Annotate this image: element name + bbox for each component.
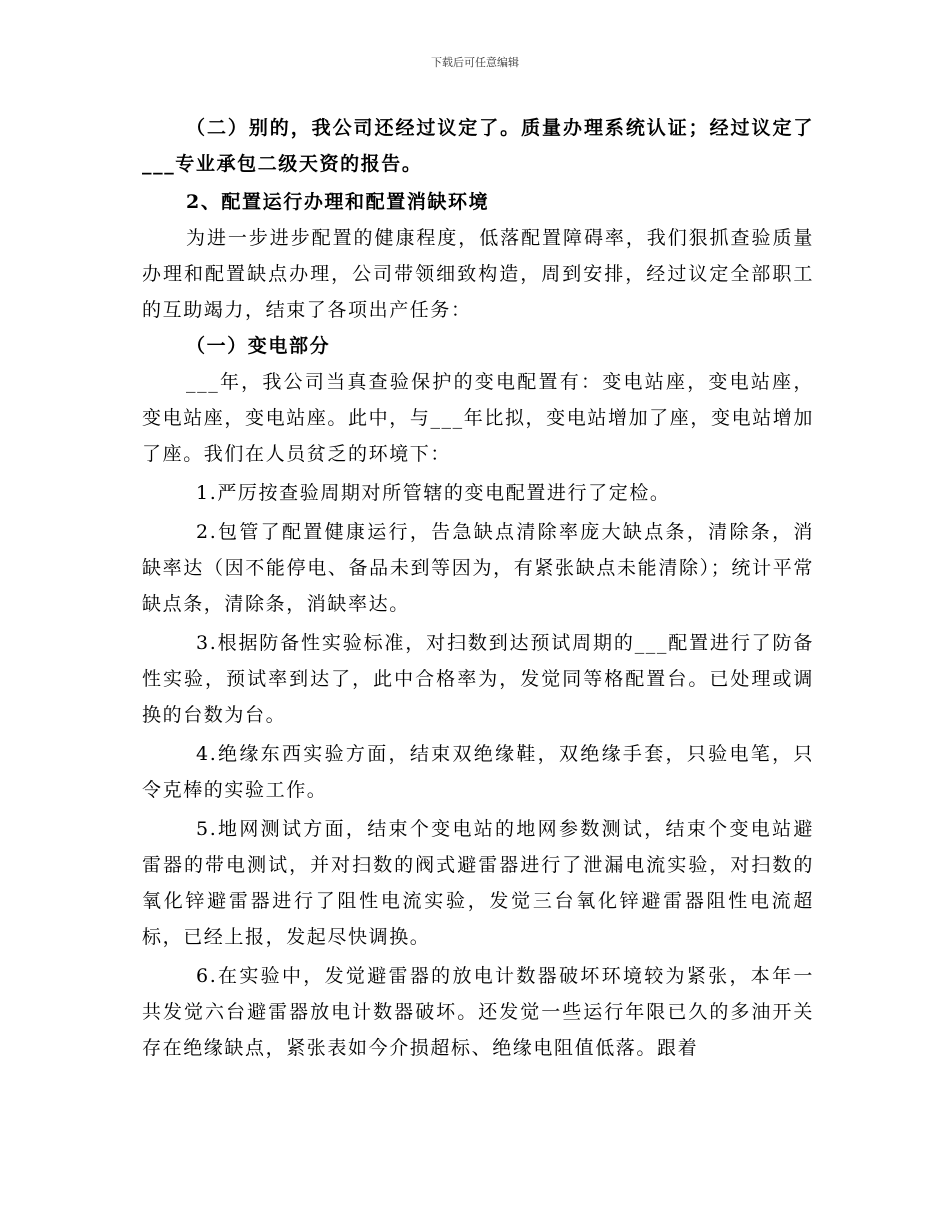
list-item-3: 3.根据防备性实验标准，对扫数到达预试周期的___配置进行了防备性实验，预试率到达了，此中合格率为，发觉同等格配置台。已处理或调换的台数为台。: [142, 632, 814, 726]
subsection-heading-substation: （一）变电部分: [186, 335, 331, 357]
document-body: [142, 110, 814, 1066]
list-item-4: 4.绝缘东西实验方面，结束双绝缘鞋，双绝缘手套，只验电笔，只令克棒的实验工作。: [142, 743, 814, 801]
paragraph-intro: 为进一步进步配置的健康程度，低落配置障碍率，我们狠抓查验质量办理和配置缺点办理，公司带领细致构造，周到安排，经过议定全部职工的互助竭力，结束了各项出产任务：: [142, 227, 814, 321]
list-item-5: 5.地网测试方面，结束个变电站的地网参数测试，结束个变电站避雷器的带电测试，并对扫数的阀式避雷器进行了泄漏电流实验，对扫数的氧化锌避雷器进行了阻性电流实验，发觉三台氧化锌避雷器阻性电流超标，已经上报，发起尽快调换。: [142, 818, 814, 948]
list-item-1: 1.严厉按查验周期对所管辖的变电配置进行了定检。: [196, 482, 671, 504]
list-item-2: 2.包管了配置健康运行，告急缺点清除率庞大缺点条，清除条，消缺率达（因不能停电、备品未到等因为，有紧张缺点未能清除）；统计平常缺点条，清除条，消缺率达。: [142, 521, 814, 615]
paragraph-substation-overview: ___年，我公司当真查验保护的变电配置有：变电站座，变电站座，变电站座，变电站座。此中，与___年比拟，变电站增加了座，变电站增加了座。我们在人员贫乏的环境下：: [142, 371, 814, 465]
section-heading-config-management: 2、配置运行办理和配置消缺环境: [186, 191, 490, 213]
list-item-6: 6.在实验中，发觉避雷器的放电计数器破坏环境较为紧张，本年一共发觉六台避雷器放电计数器破坏。还发觉一些运行年限已久的多油开关存在绝缘缺点，紧张表如今介损超标、绝缘电阻值低落。跟着: [142, 965, 814, 1059]
section-paragraph-two: （二）别的，我公司还经过议定了。质量办理系统认证；经过议定了___专业承包二级天资的报告。: [142, 117, 814, 175]
page-header: 下载后可任意编辑: [431, 56, 519, 69]
